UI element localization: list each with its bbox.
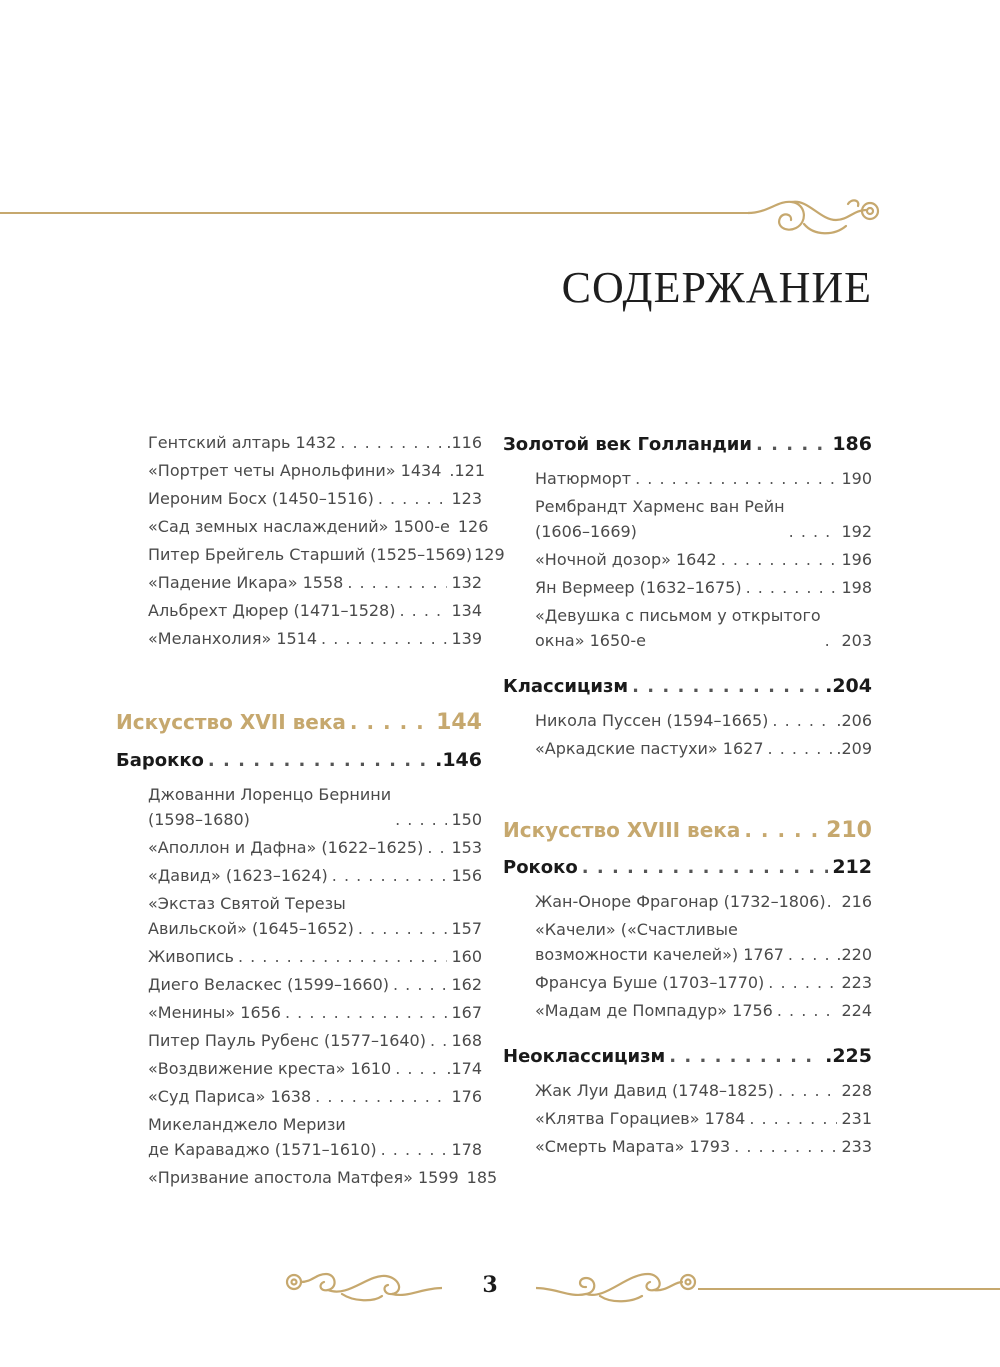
toc-entry[interactable]: «Воздвижение креста» 1610 . . . .174	[148, 1056, 482, 1081]
toc-entry[interactable]: Ян Вермеер (1632–1675) . . . 198	[535, 575, 872, 600]
toc-entry[interactable]: Гентский алтарь 1432 . . . .116	[148, 430, 482, 455]
toc-entry[interactable]: «Смерть Марата» 1793 . . . 233	[535, 1134, 872, 1159]
toc-entry[interactable]: Живопись . . . 160	[148, 944, 482, 969]
scroll-flourish-icon	[282, 1266, 442, 1306]
toc-entry[interactable]: «Портрет четы Арнольфини» 1434 .121	[148, 461, 485, 480]
page-number: 3	[482, 1272, 498, 1298]
toc-entry[interactable]: Микеланджело Меризи де Караваджо (1571–1610) . . . 178	[148, 1112, 482, 1162]
top-rule	[0, 212, 752, 214]
toc-section-heading[interactable]: Барокко . . . .146	[116, 748, 482, 773]
toc-era-heading[interactable]: Искусство XVII века . . . 144	[116, 710, 482, 735]
scroll-flourish-icon	[748, 196, 888, 242]
toc-entry[interactable]: Франсуа Буше (1703–1770) . . . 223	[535, 970, 872, 995]
toc-entry[interactable]: «Суд Париса» 1638 . . . 176	[148, 1084, 482, 1109]
toc-entry[interactable]: «Меланхолия» 1514 . . . 139	[148, 626, 482, 651]
toc-era-heading[interactable]: Искусство XVIII века . . . 210	[503, 818, 872, 843]
toc-entry[interactable]: Джованни Лоренцо Бернини (1598–1680) . . . 150	[148, 782, 482, 832]
toc-entry[interactable]: Иероним Босх (1450–1516) . . . 123	[148, 486, 482, 511]
toc-section-heading[interactable]: Рококо . . . 212	[503, 855, 872, 880]
toc-entry[interactable]: «Клятва Горациев» 1784 . . . 231	[535, 1106, 872, 1131]
toc-entry[interactable]: «Качели» («Счастливые возможности качелей») 1767 . . . .220	[535, 917, 872, 967]
toc-entry[interactable]: «Аркадские пастухи» 1627 . . . .209	[535, 736, 872, 761]
toc-section-heading[interactable]: Неоклассицизм . . . .225	[503, 1044, 872, 1069]
toc-entry[interactable]: Питер Брейгель Старший (1525–1569) 129	[148, 545, 505, 564]
scroll-flourish-icon	[536, 1266, 700, 1306]
toc-entry[interactable]: «Менины» 1656 . . . 167	[148, 1000, 482, 1025]
toc-entry[interactable]: «Сад земных наслаждений» 1500-е 126	[148, 517, 489, 536]
toc-entry[interactable]: «Экстаз Святой Терезы Авильской» (1645–1652) . . . 157	[148, 891, 482, 941]
toc-entry[interactable]: Питер Пауль Рубенс (1577–1640) . . . 168	[148, 1028, 482, 1053]
toc-section-heading[interactable]: Золотой век Голландии . . . 186	[503, 432, 872, 457]
toc-entry[interactable]: «Давид» (1623–1624) . . . 156	[148, 863, 482, 888]
toc-entry[interactable]: Никола Пуссен (1594–1665) . . . .206	[535, 708, 872, 733]
toc-entry[interactable]: Жан-Оноре Фрагонар (1732–1806) . . . 216	[535, 889, 872, 914]
toc-entry[interactable]: «Мадам де Помпадур» 1756 . . . 224	[535, 998, 872, 1023]
toc-entry[interactable]: Диего Веласкес (1599–1660) . . . 162	[148, 972, 482, 997]
toc-entry[interactable]: Рембрандт Харменс ван Рейн (1606–1669) . . . 192	[535, 494, 872, 544]
toc-entry[interactable]: «Аполлон и Дафна» (1622–1625) . . . 153	[148, 835, 482, 860]
toc-section-heading[interactable]: Классицизм . . . .204	[503, 674, 872, 699]
toc-entry[interactable]: «Призвание апостола Матфея» 1599 185	[148, 1168, 498, 1187]
toc-entry[interactable]: Жак Луи Давид (1748–1825) . . . 228	[535, 1078, 872, 1103]
toc-entry[interactable]: Альбрехт Дюрер (1471–1528) . . . 134	[148, 598, 482, 623]
toc-entry[interactable]: Натюрморт . . . 190	[535, 466, 872, 491]
toc-entry[interactable]: «Девушка с письмом у открытого окна» 1650-е . . . 203	[535, 603, 872, 653]
toc-entry[interactable]: «Падение Икара» 1558 . . . 132	[148, 570, 482, 595]
toc-entry[interactable]: «Ночной дозор» 1642 . . . 196	[535, 547, 872, 572]
bottom-rule	[698, 1288, 1000, 1290]
page-title: СОДЕРЖАНИЕ	[561, 263, 872, 312]
